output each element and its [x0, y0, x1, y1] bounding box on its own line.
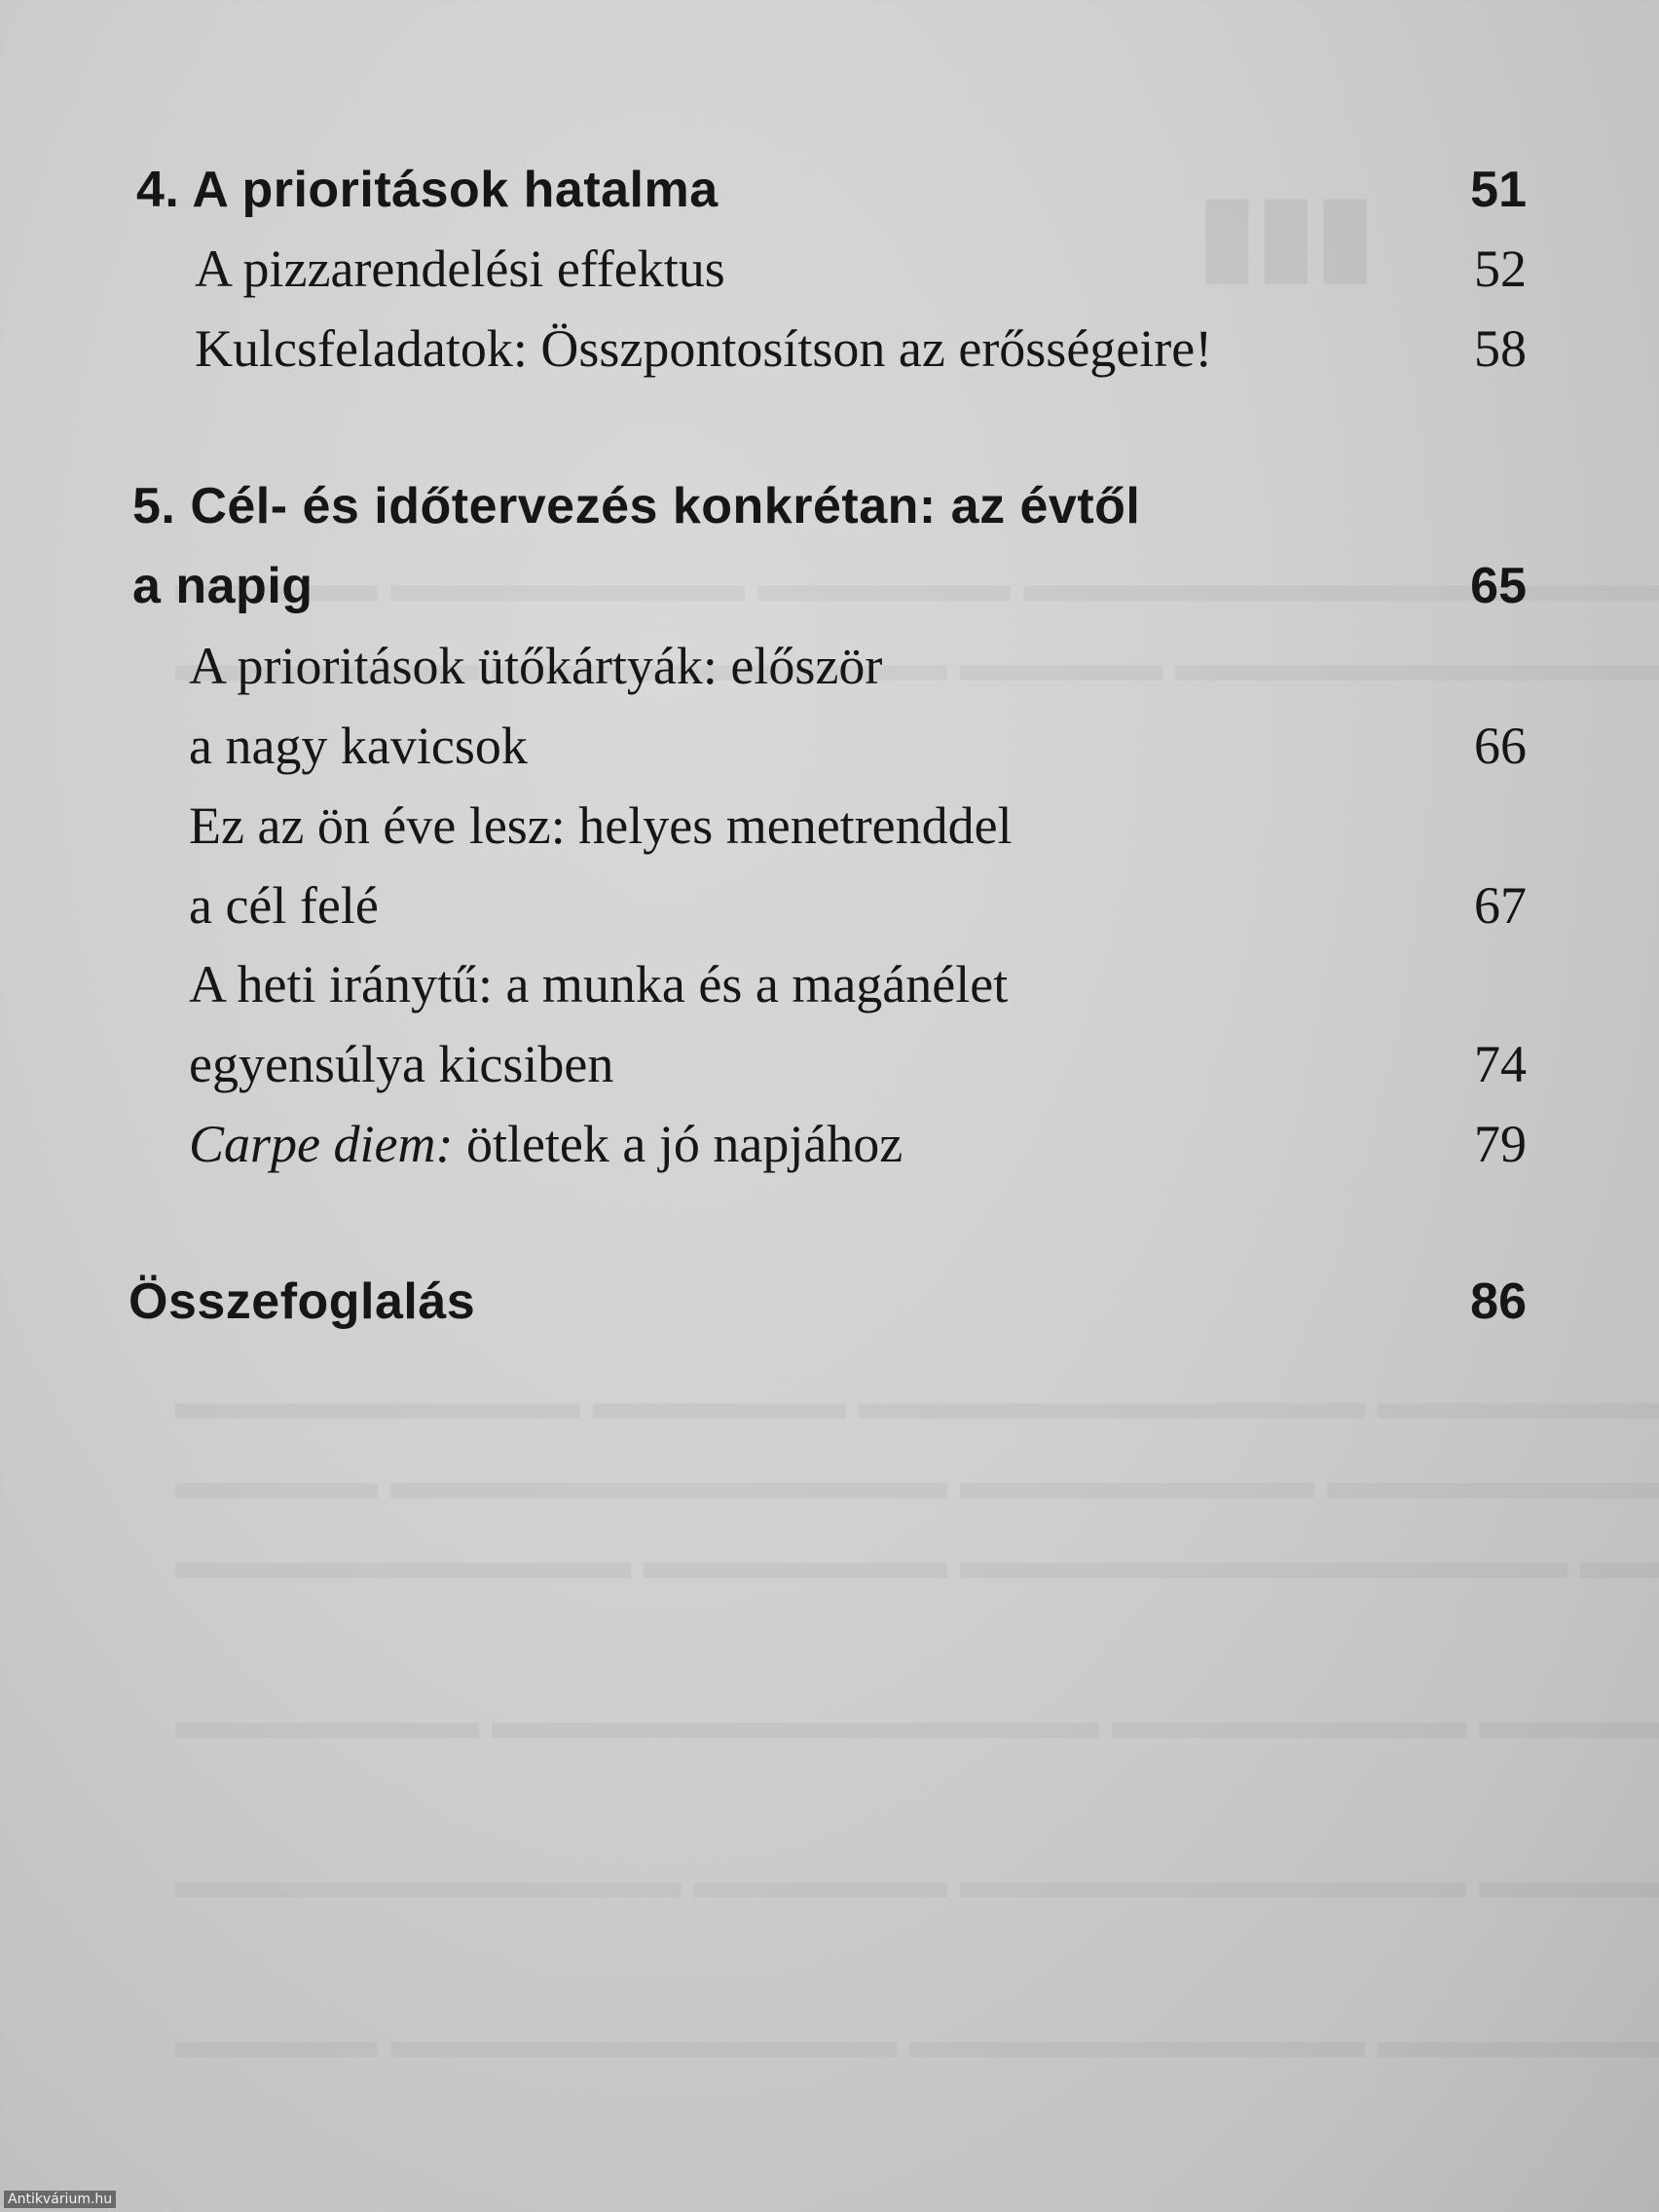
section-title-line-1: A prioritások ütőkártyák: először: [189, 637, 883, 695]
section-title-line-2: a nagy kavicsok: [189, 717, 528, 775]
chapter-title-line-2: a napig: [132, 558, 313, 614]
watermark: Antikvárium.hu: [4, 2191, 116, 2208]
section-title: A pizzarendelési effektus: [195, 240, 725, 298]
section-title-line-2: a cél felé: [189, 876, 379, 935]
bleed-through-text: [175, 545, 1538, 625]
page-number: 66: [1474, 717, 1527, 775]
page-number: 74: [1474, 1035, 1527, 1093]
bleed-through-text: [175, 1842, 1538, 1922]
page-number: 58: [1474, 319, 1527, 378]
chapter-title: Összefoglalás: [129, 1273, 476, 1330]
bleed-through-text: [175, 1523, 1538, 1603]
bleed-through-text: [175, 2002, 1538, 2082]
page-number: 51: [1470, 162, 1527, 218]
section-title-line-1: Ez az ön éve lesz: helyes menetrenddel: [189, 796, 1013, 855]
bleed-through-text: [175, 1682, 1538, 1762]
page-number: 79: [1474, 1115, 1527, 1173]
section-title-rest: ötletek a jó napjához: [453, 1115, 903, 1173]
bleed-through-text: [175, 1443, 1538, 1523]
section-title: Kulcsfeladatok: Összpontosítson az erősségeire!: [195, 319, 1213, 378]
bleed-through-text: [175, 1363, 1538, 1443]
section-title: [189, 1114, 903, 1174]
page-number: 52: [1474, 240, 1527, 298]
bleed-through-heading: ▮▮▮: [1198, 173, 1375, 293]
chapter-title: 4. A prioritások hatalma: [136, 162, 719, 218]
section-title-line-1: A heti iránytű: a munka és a magánélet: [189, 955, 1009, 1014]
page-number: 65: [1470, 558, 1527, 614]
page-number: 67: [1474, 876, 1527, 935]
section-title-line-2: egyensúlya kicsiben: [189, 1035, 614, 1093]
page-number: 86: [1470, 1273, 1527, 1330]
chapter-title-line-1: 5. Cél- és időtervezés konkrétan: az évtől: [132, 478, 1141, 535]
section-title-italic: Carpe diem:: [189, 1115, 454, 1173]
